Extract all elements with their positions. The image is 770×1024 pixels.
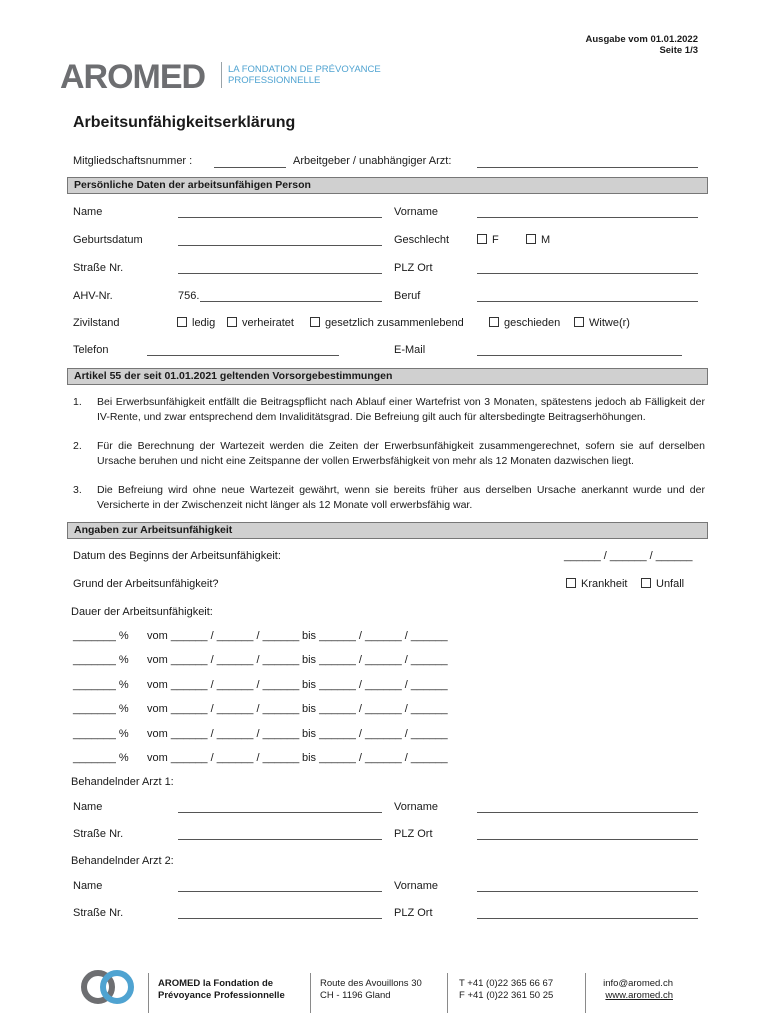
doctor2-street-field[interactable] xyxy=(178,918,382,919)
duration-from-field[interactable]: vom ______ / ______ / ______ xyxy=(147,728,300,740)
section-article-55: Artikel 55 der seit 01.01.2021 geltenden Vorsorgebestimmungen xyxy=(67,368,708,385)
doctor2-plz-field[interactable] xyxy=(477,918,698,919)
employer-field[interactable] xyxy=(477,167,698,168)
footer-email-link[interactable]: info@aromed.ch xyxy=(603,978,673,989)
footer-address: Route des Avouillons 30 CH - 1196 Gland xyxy=(320,978,422,1001)
duration-label: Dauer der Arbeitsunfähigkeit: xyxy=(71,606,213,618)
doctor2-name-label: Name xyxy=(73,880,103,892)
plz-label: PLZ Ort xyxy=(394,262,433,274)
ahv-label: AHV-Nr. xyxy=(73,290,113,302)
civil-status-label: Zivilstand xyxy=(73,317,120,329)
doctor2-name-field[interactable] xyxy=(178,891,382,892)
duration-from-field[interactable]: vom ______ / ______ / ______ xyxy=(147,654,300,666)
doctor1-street-field[interactable] xyxy=(178,839,382,840)
name-field[interactable] xyxy=(178,217,382,218)
duration-to-field[interactable]: bis ______ / ______ / ______ xyxy=(302,703,448,715)
start-date-label: Datum des Beginns der Arbeitsunfähigkeit: xyxy=(73,550,281,562)
vorname-field[interactable] xyxy=(477,217,698,218)
name-label: Name xyxy=(73,206,103,218)
article-item: 2. Für die Berechnung der Wartezeit werden die Zeiten der Erwerbsunfähigkeit zusammengerechnet, sofern sie auf derselben Ursache beruhen und nicht eine Zeitspanne der vollen Erwerbsfähigkeit von mehr als 12 Monaten dazwischen liegt. xyxy=(73,440,705,467)
ahv-field[interactable] xyxy=(200,301,382,302)
job-label: Beruf xyxy=(394,290,421,302)
sex-f-option[interactable]: F xyxy=(477,234,499,246)
checkbox-icon[interactable] xyxy=(477,234,487,244)
sex-label: Geschlecht xyxy=(394,234,450,246)
reason-illness-option[interactable]: Krankheit xyxy=(566,578,627,590)
doctor2-vorname-field[interactable] xyxy=(477,891,698,892)
article-item: 1. Bei Erwerbsunfähigkeit entfällt die Beitragspflicht nach Ablauf einer Wartefrist von 3 Monaten, spätestens jedoch ab Fälligkeit der IV-Rente, und zwar entsprechend dem Invaliditätsgrad. Die Befreiung gilt auch für altersbedingte Beitragserhöhungen. xyxy=(73,396,705,423)
duration-to-field[interactable]: bis ______ / ______ / ______ xyxy=(302,654,448,666)
footer-divider xyxy=(447,973,448,1013)
doctor1-street-label: Straße Nr. xyxy=(73,828,124,840)
section-incapacity: Angaben zur Arbeitsunfähigkeit xyxy=(67,522,708,539)
footer-phone: T +41 (0)22 365 66 67 F +41 (0)22 361 50 25 xyxy=(459,978,554,1001)
job-field[interactable] xyxy=(477,301,698,302)
ahv-prefix: 756. xyxy=(178,290,200,302)
civil-partnership-option[interactable]: gesetzlich zusammenlebend xyxy=(310,317,464,329)
civil-verheiratet-option[interactable]: verheiratet xyxy=(227,317,294,329)
civil-widowed-option[interactable]: Witwe(r) xyxy=(574,317,630,329)
duration-from-field[interactable]: vom ______ / ______ / ______ xyxy=(147,703,300,715)
start-date-field[interactable]: ______ / ______ / ______ xyxy=(564,550,693,562)
birthdate-field[interactable] xyxy=(178,245,382,246)
duration-from-field[interactable]: vom ______ / ______ / ______ xyxy=(147,679,300,691)
footer-web-link[interactable]: www.aromed.ch xyxy=(605,990,673,1001)
footer-divider xyxy=(148,973,149,1013)
checkbox-icon[interactable] xyxy=(526,234,536,244)
duration-from-field[interactable]: vom ______ / ______ / ______ xyxy=(147,630,300,642)
logo-divider xyxy=(221,62,222,88)
email-field[interactable] xyxy=(477,355,682,356)
checkbox-icon[interactable] xyxy=(177,317,187,327)
civil-geschieden-option[interactable]: geschieden xyxy=(489,317,560,329)
duration-from-field[interactable]: vom ______ / ______ / ______ xyxy=(147,752,300,764)
checkbox-icon[interactable] xyxy=(310,317,320,327)
article-item: 3. Die Befreiung wird ohne neue Wartezeit gewährt, wenn sie bereits früher aus derselben Ursache anerkannt wurde und der Versicherte in der Zwischenzeit nicht länger als 12 Monate voll erwerbsfähig war. xyxy=(73,484,705,511)
footer-divider xyxy=(310,973,311,1013)
doctor2-plz-label: PLZ Ort xyxy=(394,907,433,919)
duration-percent-field[interactable]: _______ % xyxy=(73,728,129,740)
duration-percent-field[interactable]: _______ % xyxy=(73,630,129,642)
duration-percent-field[interactable]: _______ % xyxy=(73,679,129,691)
checkbox-icon[interactable] xyxy=(227,317,237,327)
doctor1-vorname-field[interactable] xyxy=(477,812,698,813)
member-number-label: Mitgliedschaftsnummer : xyxy=(73,155,193,167)
doctor2-street-label: Straße Nr. xyxy=(73,907,124,919)
checkbox-icon[interactable] xyxy=(574,317,584,327)
street-field[interactable] xyxy=(178,273,382,274)
employer-label: Arbeitgeber / unabhängiger Arzt: xyxy=(293,155,452,167)
doctor1-plz-field[interactable] xyxy=(477,839,698,840)
sex-m-option[interactable]: M xyxy=(526,234,550,246)
section-personal-data: Persönliche Daten der arbeitsunfähigen Person xyxy=(67,177,708,194)
duration-to-field[interactable]: bis ______ / ______ / ______ xyxy=(302,752,448,764)
duration-percent-field[interactable]: _______ % xyxy=(73,703,129,715)
doctor1-name-field[interactable] xyxy=(178,812,382,813)
reason-label: Grund der Arbeitsunfähigkeit? xyxy=(73,578,219,590)
doctor1-plz-label: PLZ Ort xyxy=(394,828,433,840)
logo-tagline: LA FONDATION DE PRÉVOYANCE PROFESSIONNELLE xyxy=(228,64,381,86)
checkbox-icon[interactable] xyxy=(489,317,499,327)
doctor1-vorname-label: Vorname xyxy=(394,801,439,813)
civil-ledig-option[interactable]: ledig xyxy=(177,317,215,329)
aromed-emblem-icon xyxy=(80,966,136,1008)
duration-percent-field[interactable]: _______ % xyxy=(73,654,129,666)
checkbox-icon[interactable] xyxy=(566,578,576,588)
page-title: Arbeitsunfähigkeitserklärung xyxy=(73,114,296,131)
edition-date: Ausgabe vom 01.01.2022 xyxy=(585,34,698,45)
street-label: Straße Nr. xyxy=(73,262,124,274)
birthdate-label: Geburtsdatum xyxy=(73,234,143,246)
doctor1-label: Behandelnder Arzt 1: xyxy=(71,776,174,788)
footer-contact xyxy=(597,978,673,1002)
email-label: E-Mail xyxy=(394,344,426,356)
phone-label: Telefon xyxy=(73,344,109,356)
doctor1-name-label: Name xyxy=(73,801,103,813)
reason-accident-option[interactable]: Unfall xyxy=(641,578,684,590)
footer-divider xyxy=(585,973,586,1013)
duration-percent-field[interactable]: _______ % xyxy=(73,752,129,764)
plz-field[interactable] xyxy=(477,273,698,274)
aromed-logo: AROMED xyxy=(60,58,206,96)
footer-organisation: AROMED la Fondation de Prévoyance Professionnelle xyxy=(158,978,285,1001)
member-number-field[interactable] xyxy=(214,167,286,168)
duration-to-field[interactable]: bis ______ / ______ / ______ xyxy=(302,630,448,642)
duration-to-field[interactable]: bis ______ / ______ / ______ xyxy=(302,728,448,740)
checkbox-icon[interactable] xyxy=(641,578,651,588)
duration-to-field[interactable]: bis ______ / ______ / ______ xyxy=(302,679,448,691)
page-number: Seite 1/3 xyxy=(659,45,698,56)
phone-field[interactable] xyxy=(147,355,339,356)
vorname-label: Vorname xyxy=(394,206,439,218)
doctor2-label: Behandelnder Arzt 2: xyxy=(71,855,174,867)
doctor2-vorname-label: Vorname xyxy=(394,880,439,892)
